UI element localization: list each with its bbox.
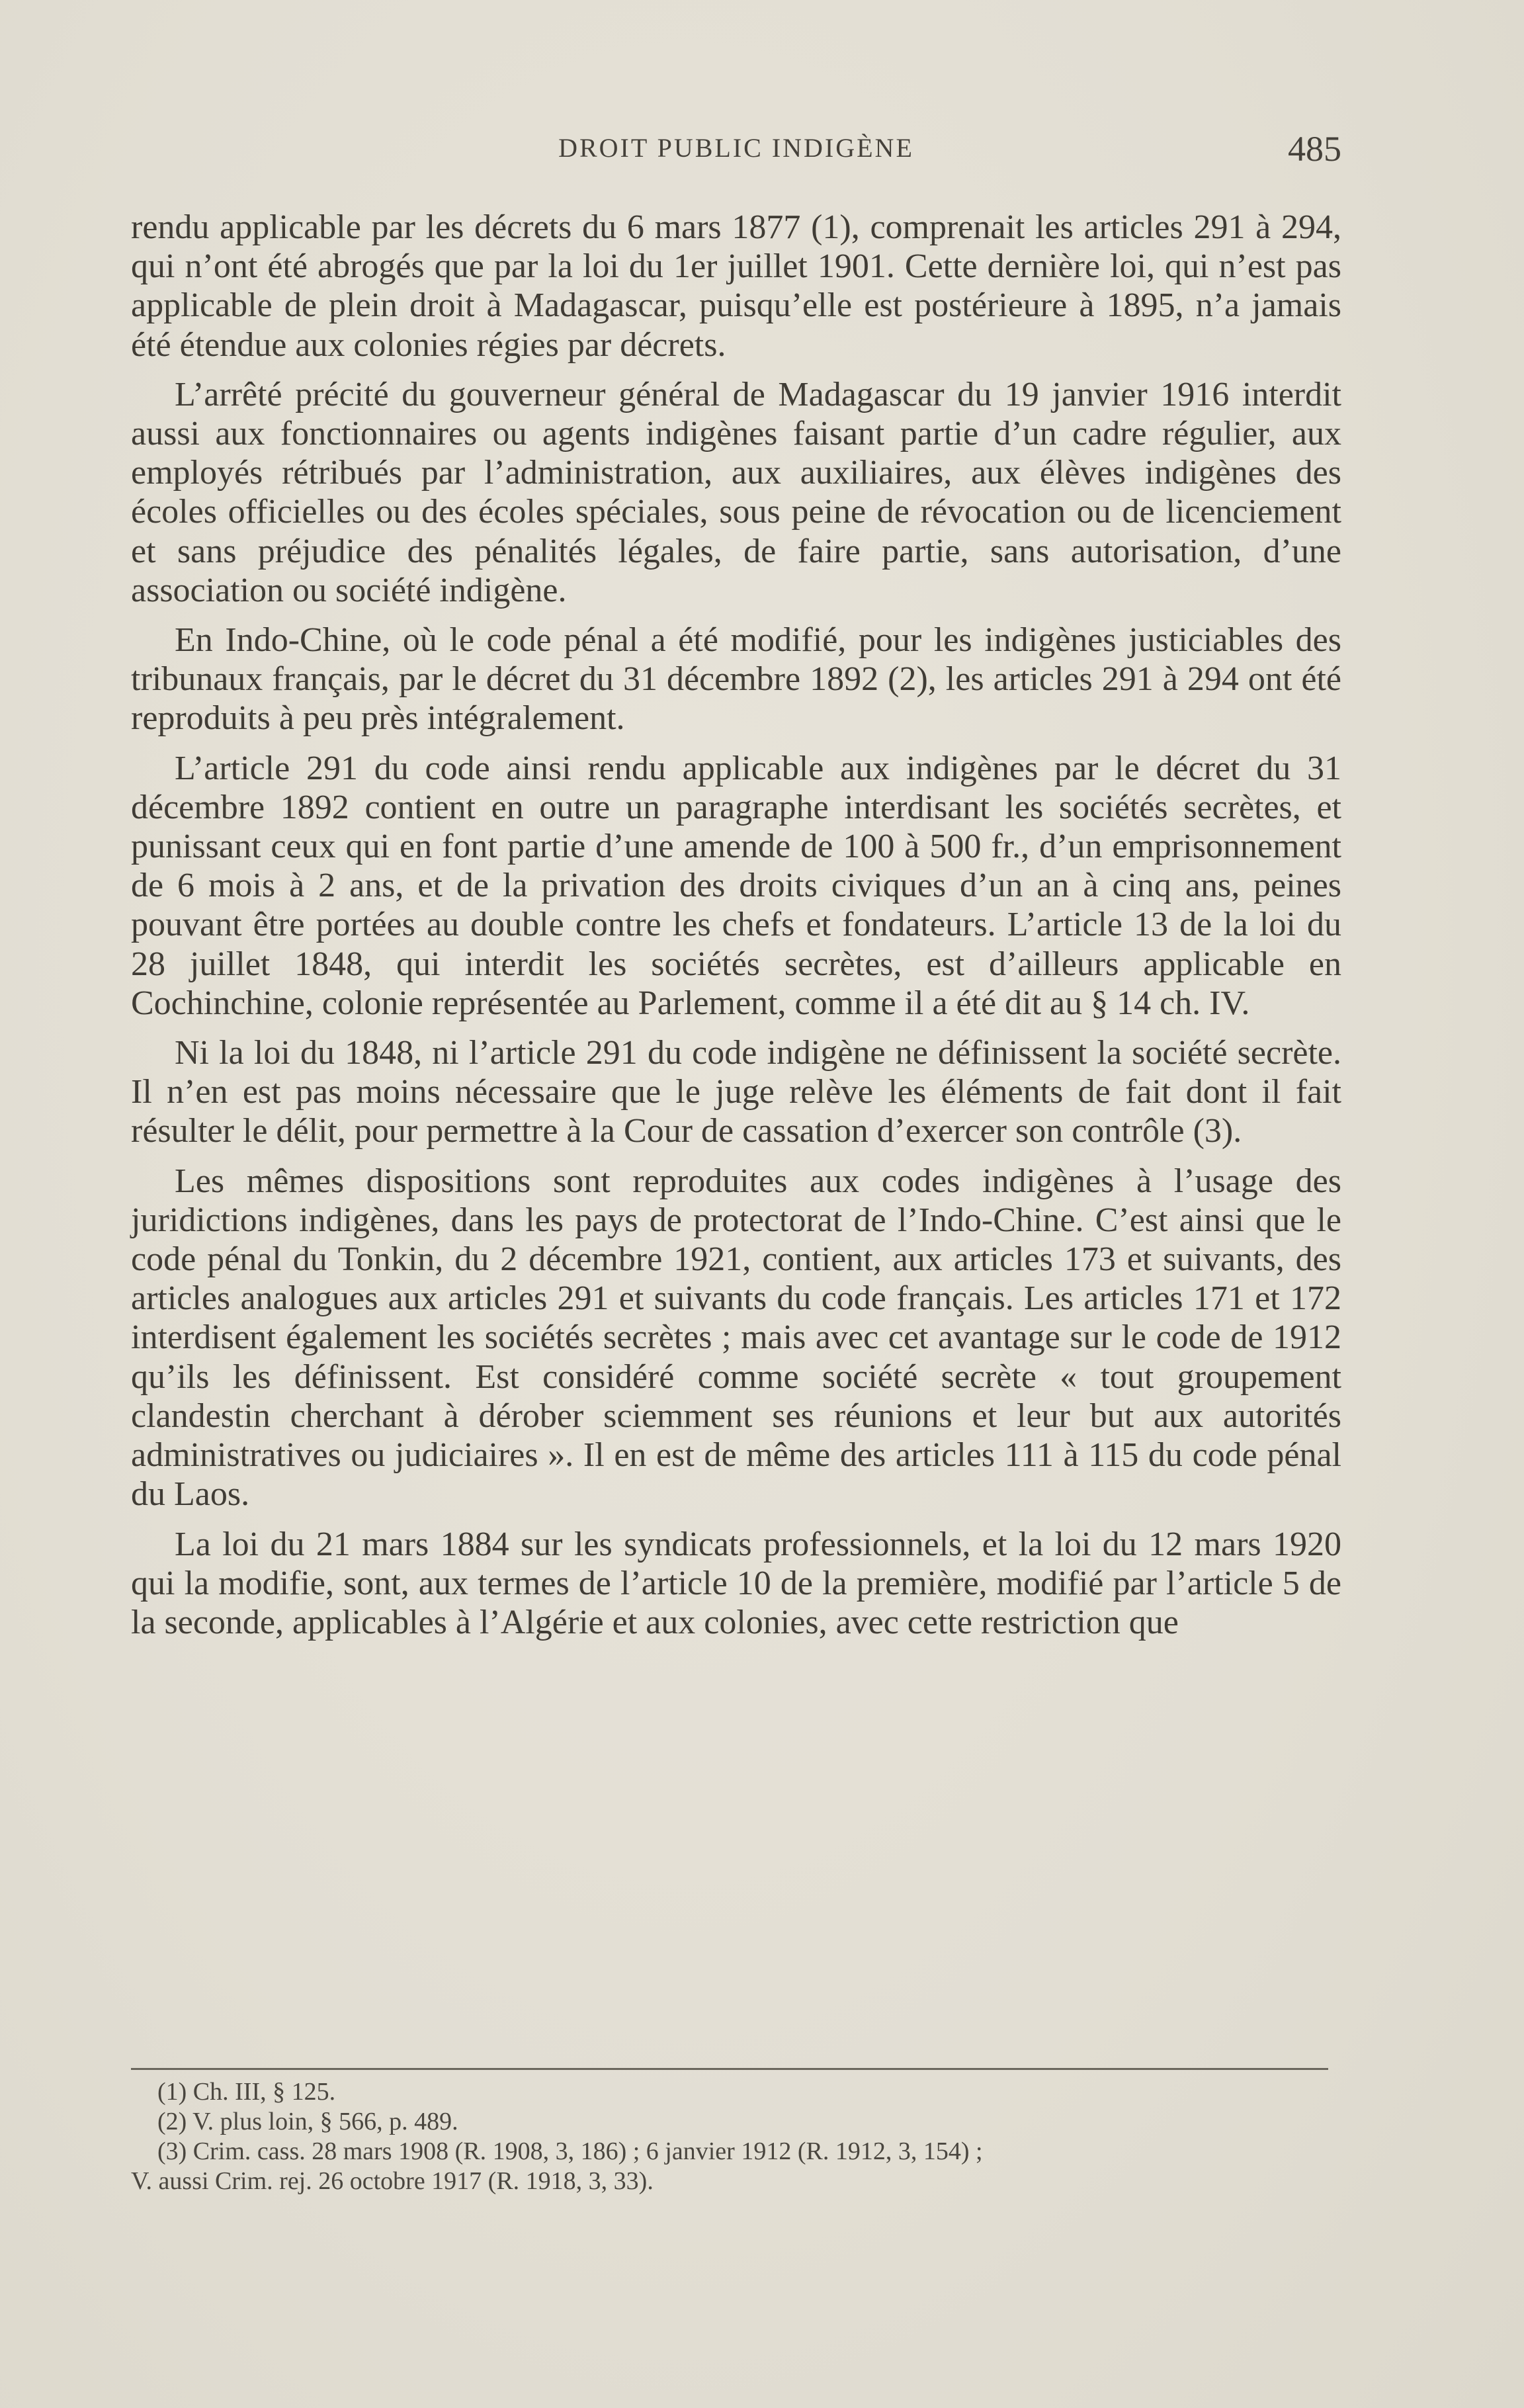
paragraph: L’article 291 du code ainsi rendu applicable aux indigènes par le décret du 31 décembre 1892 contient en outre un paragraphe interdisant les sociétés secrètes, et punissant ceux qui en font partie d’une amende de 100 à 500 fr., d’un emprisonnement de 6 mois à 2 ans, et de la privation des droits civiques d’un an à cinq ans, peines pouvant être portées au double contre les chefs et fondateurs. L’article 13 de la loi du 28 juillet 1848, qui interdit les sociétés secrètes, est d’ailleurs applicable en Cochinchine, colonie représentée au Parlement, comme il a été dit au § 14 ch. IV. bbox=[131, 749, 1341, 1022]
page-header bbox=[131, 129, 1341, 179]
footnote-rule bbox=[131, 2068, 1328, 2070]
page-number: 485 bbox=[1288, 129, 1341, 169]
footnotes bbox=[131, 2077, 1341, 2196]
footnote: (3) Crim. cass. 28 mars 1908 (R. 1908, 3, 186) ; 6 janvier 1912 (R. 1912, 3, 154) ; bbox=[157, 2137, 983, 2165]
paragraph: Ni la loi du 1848, ni l’article 291 du code indigène ne définissent la société secrète. Il n’en est pas moins nécessaire que le juge relève les éléments de fait dont il fait résulter le délit, pour permettre à la Cour de cassation d’exercer son contrôle (3). bbox=[131, 1034, 1341, 1150]
footnote: (1) Ch. III, § 125. bbox=[157, 2078, 336, 2106]
paragraph: En Indo-Chine, où le code pénal a été modifié, pour les indigènes justiciables des tribunaux français, par le décret du 31 décembre 1892 (2), les articles 291 à 294 ont été reproduits à peu près intégralement. bbox=[131, 621, 1341, 738]
paragraph: Les mêmes dispositions sont reproduites aux codes indigènes à l’usage des juridictions indigènes, dans les pays de protectorat de l’Indo-Chine. C’est ainsi que le code pénal du Tonkin, du 2 décembre 1921, contient, aux articles 173 et suivants, des articles analogues aux articles 291 et suivants du code français. Les articles 171 et 172 interdisent également les sociétés secrètes ; mais avec cet avantage sur le code de 1912 qu’ils les définissent. Est considéré comme société secrète « tout groupement clandestin cherchant à dérober sciemment ses réunions et leur but aux autorités administratives ou judiciaires ». Il en est de même des articles 111 à 115 du code pénal du Laos. bbox=[131, 1162, 1341, 1514]
paragraph-continued: rendu applicable par les décrets du 6 mars 1877 (1), comprenait les articles 291 à 294, qui n’ont été abrogés que par la loi du 1er juillet 1901. Cette dernière loi, qui n’est pas applicable de plein droit à Madagascar, puisqu’elle est postérieure à 1895, n’a jamais été étendue aux colonies régies par décrets. bbox=[131, 208, 1341, 364]
running-head: DROIT PUBLIC INDIGÈNE bbox=[558, 133, 914, 163]
paragraph: L’arrêté précité du gouverneur général de Madagascar du 19 janvier 1916 interdit aussi aux fonctionnaires ou agents indigènes faisant partie d’un cadre régulier, aux employés rétribués par l’administration, aux auxiliaires, aux élèves indigènes des écoles officielles ou des écoles spéciales, sous peine de révocation ou de licenciement et sans préjudice des pénalités légales, de faire partie, sans autorisation, d’une association ou société indigène. bbox=[131, 375, 1341, 609]
paragraph: La loi du 21 mars 1884 sur les syndicats professionnels, et la loi du 12 mars 1920 qui la modifie, sont, aux termes de l’article 10 de la première, modifié par l’article 5 de la seconde, applicables à l’Algérie et aux colonies, avec cette restriction que bbox=[131, 1525, 1341, 1641]
footnote: (2) V. plus loin, § 566, p. 489. bbox=[157, 2108, 458, 2135]
body-text bbox=[131, 208, 1341, 1653]
footnote-continuation: V. aussi Crim. rej. 26 octobre 1917 (R. 1918, 3, 33). bbox=[131, 2167, 654, 2195]
